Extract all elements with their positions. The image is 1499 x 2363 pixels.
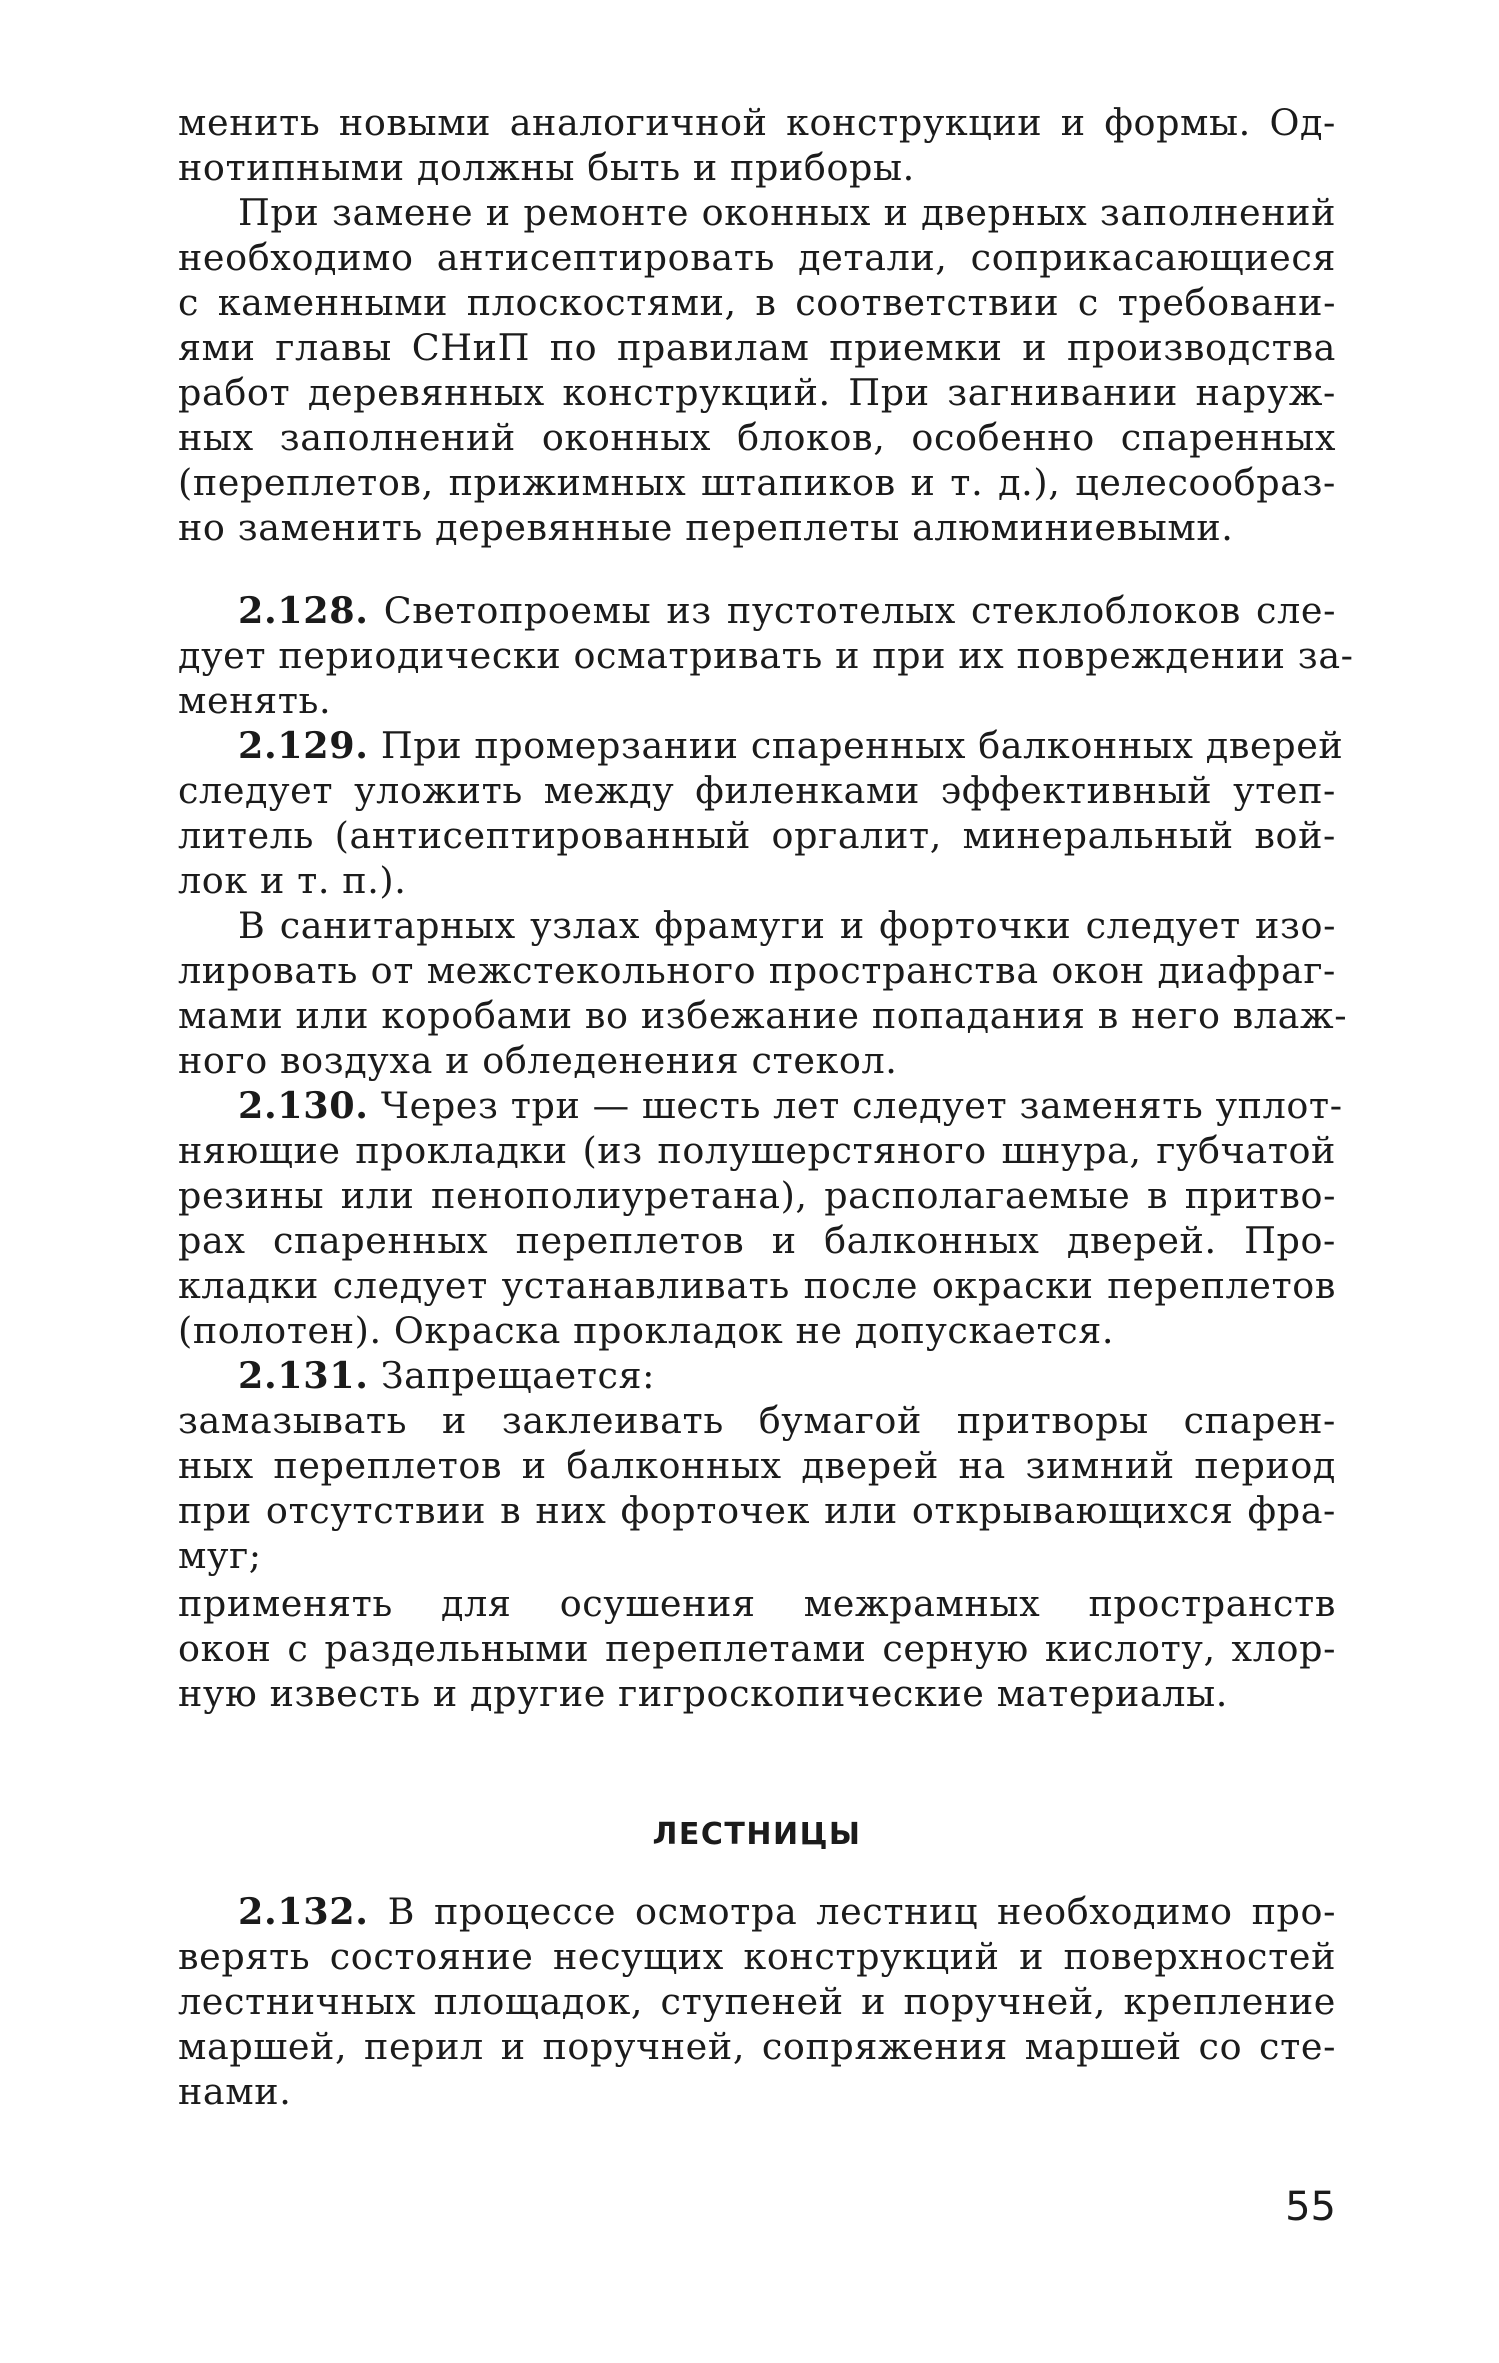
text-line: ных заполнений оконных блоков, особенно спаренных (178, 416, 1336, 459)
text-line: ями главы СНиП по правилам приемки и производства (178, 326, 1336, 369)
text-line: няющие прокладки (из полушерстяного шнура, губчатой (178, 1129, 1336, 1172)
text-line: с каменными плоскостями, в соответствии с требовани- (178, 281, 1336, 324)
section-heading: ЛЕСТНИЦЫ (652, 1817, 862, 1852)
text-line: В процессе осмотра лестниц необходимо про- (387, 1890, 1336, 1933)
text-line: необходимо антисептировать детали, соприкасающиеся (178, 236, 1336, 279)
section-2-130-line (238, 1084, 1343, 1128)
text-line: Через три — шесть лет следует заменять уплот- (380, 1084, 1343, 1127)
text-line: лестничных площадок, ступеней и поручней, крепление (178, 1980, 1336, 2023)
text-line: кладки следует устанавливать после окраски переплетов (178, 1264, 1336, 1307)
text-line: окон с раздельными переплетами серную кислоту, хлор- (178, 1627, 1336, 1670)
text-line: ную известь и другие гигроскопические материалы. (178, 1672, 1228, 1715)
text-line: дует периодически осматривать и при их повреждении за- (178, 634, 1354, 677)
text-line: Светопроемы из пустотелых стеклоблоков сле- (383, 589, 1337, 632)
text-line: При замене и ремонте оконных и дверных заполнений (238, 191, 1336, 234)
text-line: лок и т. п.). (178, 859, 407, 902)
text-line: ного воздуха и обледенения стекол. (178, 1039, 898, 1082)
page-number: 55 (1285, 2184, 1336, 2230)
text-line: (переплетов, прижимных штапиков и т. д.), целесообраз- (178, 461, 1336, 504)
text-line: менить новыми аналогичной конструкции и формы. Од- (178, 101, 1336, 144)
text-line: при отсутствии в них форточек или открывающихся фра- (178, 1489, 1336, 1532)
text-line: применять для осушения межрамных пространств (178, 1582, 1336, 1625)
text-line: лировать от межстекольного пространства окон диафраг- (178, 949, 1336, 992)
section-number: 2.131. (238, 1354, 369, 1397)
text-line: следует уложить между филенками эффективный утеп- (178, 769, 1336, 812)
section-2-132-line (238, 1890, 1336, 1934)
text-line: замазывать и заклеивать бумагой притворы спарен- (178, 1399, 1336, 1442)
text-line: работ деревянных конструкций. При загнивании наруж- (178, 371, 1336, 414)
text-line: ных переплетов и балконных дверей на зимний период (178, 1444, 1336, 1487)
text-line: При промерзании спаренных балконных дверей (380, 724, 1344, 767)
text-line: муг; (178, 1534, 262, 1577)
text-line: менять. (178, 679, 332, 722)
text-line: литель (антисептированный оргалит, минеральный вой- (178, 814, 1336, 857)
section-number: 2.129. (238, 724, 369, 767)
text-line: резины или пенополиуретана), располагаемые в притво- (178, 1174, 1336, 1217)
section-2-129-line (238, 724, 1344, 768)
text-line: В санитарных узлах фрамуги и форточки следует изо- (238, 904, 1336, 947)
text-line: Запрещается: (380, 1354, 656, 1397)
section-2-131-line (238, 1354, 1336, 1398)
text-line: но заменить деревянные переплеты алюминиевыми. (178, 506, 1234, 549)
text-line: маршей, перил и поручней, сопряжения маршей со сте- (178, 2025, 1336, 2068)
text-line: (полотен). Окраска прокладок не допускается. (178, 1309, 1115, 1352)
text-line: рах спаренных переплетов и балконных дверей. Про- (178, 1219, 1336, 1262)
text-line: мами или коробами во избежание попадания в него влаж- (178, 994, 1348, 1037)
text-line: нами. (178, 2070, 292, 2113)
text-line: нотипными должны быть и приборы. (178, 146, 915, 189)
section-number: 2.128. (238, 589, 369, 632)
section-number: 2.130. (238, 1084, 369, 1127)
section-number: 2.132. (238, 1890, 369, 1933)
section-2-128-line (238, 589, 1336, 633)
text-line: верять состояние несущих конструкций и поверхностей (178, 1935, 1336, 1978)
